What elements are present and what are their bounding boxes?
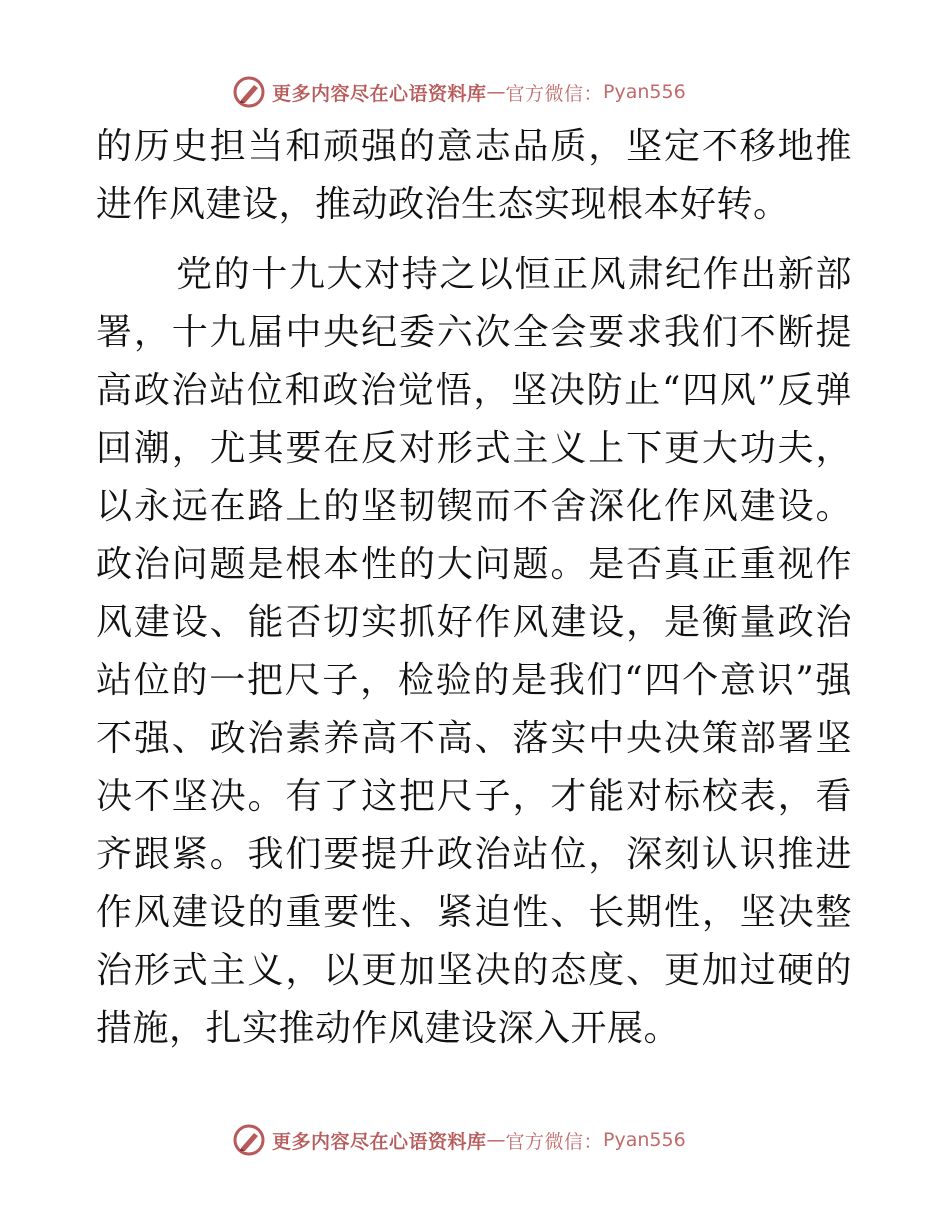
watermark-contact-label: 官方微信： — [505, 82, 604, 105]
footer-watermark — [232, 1120, 686, 1160]
document-body — [96, 118, 852, 1058]
header-watermark — [232, 72, 686, 112]
pen-logo-icon — [232, 75, 266, 109]
watermark-separator: — — [486, 81, 506, 103]
paragraph-main: 党的十九大对持之以恒正风肃纪作出新部署，十九届中央纪委六次全会要求我们不断提高政治站位和政治觉悟，坚决防止“四风”反弹回潮，尤其要在反对形式主义上下更大功夫，以永远在路上的坚韧锲而不舍深化作风建设。政治问题是根本性的大问题。是否真正重视作风建设、能否切实抓好作风建设，是衡量政治站位的一把尺子，检验的是我们“四个意识”强不强、政治素养高不高、落实中央决策部署坚决不坚决。有了这把尺子，才能对标校表，看齐跟紧。我们要提升政治站位，深刻认识推进作风建设的重要性、紧迫性、长期性，坚决整治形式主义，以更加坚决的态度、更加过硬的措施，扎实推动作风建设深入开展。 — [96, 254, 852, 1049]
watermark-contact-id: Pyan556 — [603, 1129, 686, 1151]
paragraph-continued: 的历史担当和顽强的意志品质，坚定不移地推进作风建设，推动政治生态实现根本好转。 — [96, 126, 852, 225]
watermark-contact-id: Pyan556 — [603, 81, 686, 103]
watermark-separator: — — [486, 1129, 506, 1151]
watermark-brand: 更多内容尽在心语资料库 — [272, 82, 487, 105]
watermark-brand: 更多内容尽在心语资料库 — [272, 1130, 487, 1153]
watermark-contact-label: 官方微信： — [505, 1130, 604, 1153]
pen-logo-icon — [232, 1123, 266, 1157]
